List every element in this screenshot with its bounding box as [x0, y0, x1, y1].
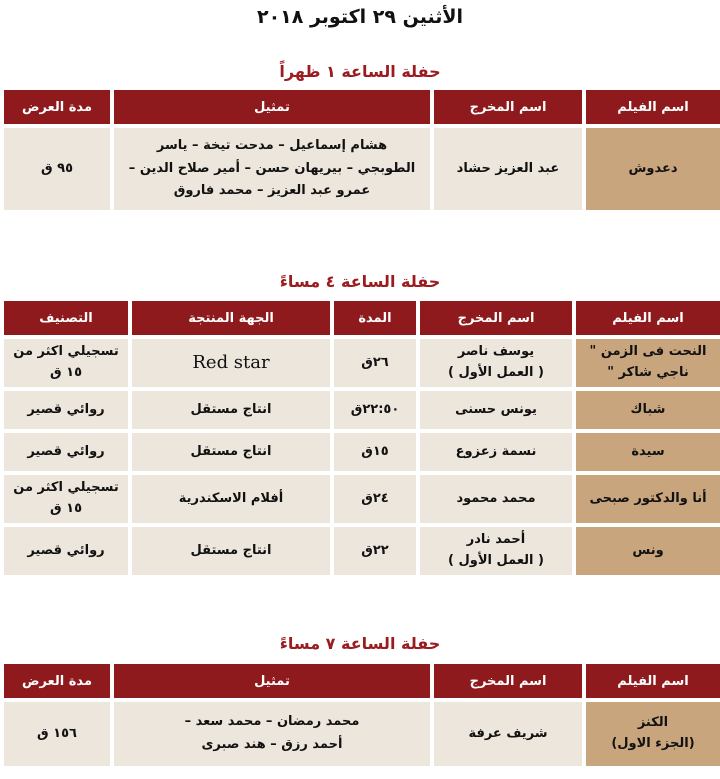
film-cell: دعدوش: [586, 128, 720, 210]
cast-line: هشام إسماعيل – مدحت تيخة – ياسر: [156, 137, 388, 153]
film-cell: سيدة: [576, 433, 720, 471]
director-cell: يونس حسنى: [420, 391, 572, 429]
table-header-row: [4, 90, 720, 124]
header-cast: تمثيل: [114, 664, 430, 698]
director-cell: عبد العزيز حشاد: [434, 128, 582, 210]
header-director: اسم المخرج: [434, 90, 582, 124]
director-cell: محمد محمود: [420, 475, 572, 523]
table-row: [4, 475, 720, 523]
cast-line: عمرو عبد العزيز – محمد فاروق: [173, 183, 371, 199]
film-cell: أنا والدكتور صبحى: [576, 475, 720, 523]
film-note: (الجزء الاول): [611, 736, 695, 751]
director-note: ( العمل الأول ): [448, 365, 544, 380]
table-header-row: [4, 664, 720, 698]
category-line: تسجيلي اكثر من: [13, 344, 119, 360]
table-row: [4, 391, 720, 429]
director-line: أحمد نادر: [466, 532, 526, 548]
table-row: [4, 339, 720, 387]
category-cell: [4, 475, 128, 523]
category-cell: روائي قصير: [4, 527, 128, 575]
category-cell: روائي قصير: [4, 433, 128, 471]
header-cast: تمثيل: [114, 90, 430, 124]
producer-cell: انتاج مستقل: [132, 433, 330, 471]
cast-line: محمد رمضان – محمد سعد –: [184, 714, 360, 730]
producer-cell: Red star: [132, 339, 330, 387]
film-line: ناجي شاكر ": [607, 365, 689, 380]
duration-cell: ١٥ق: [334, 433, 416, 471]
header-duration: مدة العرض: [4, 664, 110, 698]
schedule-table-1pm: [0, 86, 720, 214]
header-film: اسم الفيلم: [586, 664, 720, 698]
director-cell: نسمة زعزوع: [420, 433, 572, 471]
producer-cell: انتاج مستقل: [132, 391, 330, 429]
director-note: ( العمل الأول ): [448, 553, 544, 568]
header-director: اسم المخرج: [420, 301, 572, 335]
category-line: ١٥ ق: [49, 365, 83, 380]
header-director: اسم المخرج: [434, 664, 582, 698]
header-duration: المدة: [334, 301, 416, 335]
header-film: اسم الفيلم: [586, 90, 720, 124]
producer-cell: انتاج مستقل: [132, 527, 330, 575]
film-line: النحت فى الزمن ": [589, 344, 707, 360]
film-cell: [586, 702, 720, 766]
table-row: [4, 527, 720, 575]
header-film: اسم الفيلم: [576, 301, 720, 335]
category-line: ١٥ ق: [49, 501, 83, 516]
table-row: [4, 433, 720, 471]
film-cell: ونس: [576, 527, 720, 575]
header-producer: الجهة المنتجة: [132, 301, 330, 335]
section-title-1pm: حفلة الساعة ١ ظهراً: [279, 62, 441, 81]
cast-line: أحمد رزق – هند صبرى: [201, 737, 343, 752]
producer-cell: أفلام الاسكندرية: [132, 475, 330, 523]
duration-cell: ٩٥ ق: [4, 128, 110, 210]
header-duration: مدة العرض: [4, 90, 110, 124]
category-cell: روائي قصير: [4, 391, 128, 429]
table-header-row: [4, 301, 720, 335]
director-cell: [420, 527, 572, 575]
header-category: التصنيف: [4, 301, 128, 335]
section-title-7pm: حفلة الساعة ٧ مساءً: [279, 634, 441, 653]
page-title: الأثنين ٢٩ اكتوبر ٢٠١٨: [256, 6, 464, 28]
section-title-4pm: حفلة الساعة ٤ مساءً: [279, 272, 441, 291]
duration-cell: ٢٢:٥٠ق: [334, 391, 416, 429]
duration-cell: ٢٢ق: [334, 527, 416, 575]
director-line: يوسف ناصر: [457, 344, 535, 360]
schedule-table-4pm: [0, 297, 720, 579]
category-cell: [4, 339, 128, 387]
director-cell: شريف عرفة: [434, 702, 582, 766]
film-cell: شباك: [576, 391, 720, 429]
cast-cell: [114, 128, 430, 210]
duration-cell: ١٥٦ ق: [4, 702, 110, 766]
duration-cell: ٢٤ق: [334, 475, 416, 523]
cast-cell: [114, 702, 430, 766]
duration-cell: ٢٦ق: [334, 339, 416, 387]
film-line: الكنز: [637, 715, 669, 731]
table-row: [4, 128, 720, 210]
schedule-table-7pm: [0, 660, 720, 770]
director-cell: [420, 339, 572, 387]
film-cell: [576, 339, 720, 387]
cast-line: الطوبجي – بيريهان حسن – أمير صلاح الدين –: [128, 160, 416, 176]
category-line: تسجيلي اكثر من: [13, 480, 119, 496]
table-row: [4, 702, 720, 766]
